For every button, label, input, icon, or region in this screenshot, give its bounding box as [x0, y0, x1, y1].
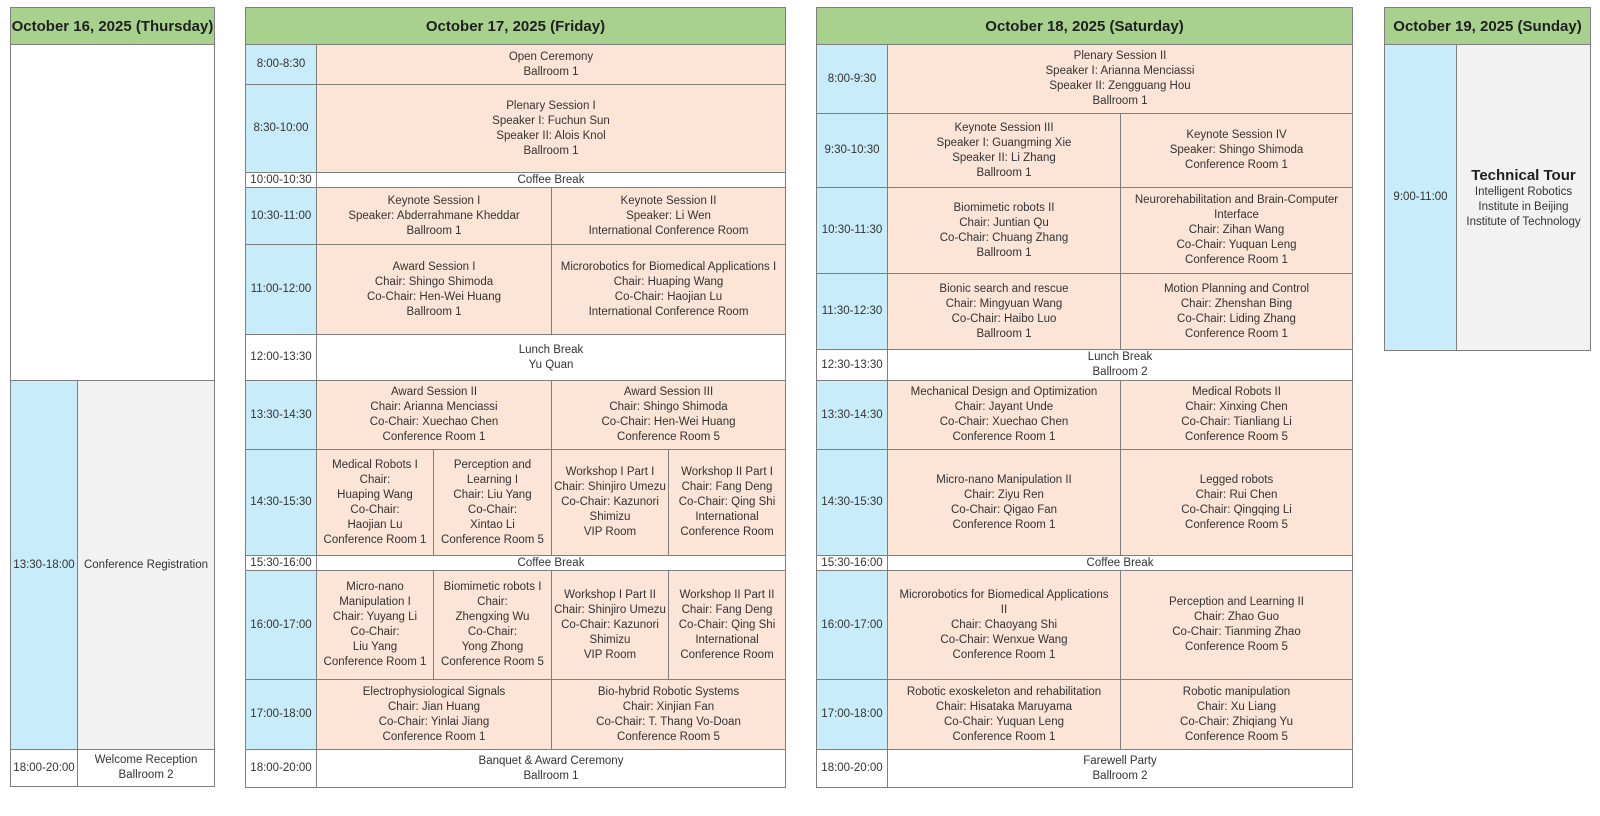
session-line: VIP Room	[583, 648, 637, 661]
session-line: Ballroom 1	[976, 246, 1032, 259]
session-line: Ballroom 1	[1092, 95, 1148, 107]
session-line: Conference Room 5	[441, 656, 544, 668]
session-line: Coffee Break	[517, 556, 585, 569]
session-line: Perception and Learning II	[1169, 596, 1304, 608]
session-line: Chair: Liu Yang	[453, 488, 532, 501]
session-line: Chair: Shingo Shimoda	[609, 401, 728, 413]
session-line: Co-Chair: Hen-Wei Huang	[366, 290, 501, 303]
session-line: Ballroom 2	[1092, 366, 1148, 378]
session-cell	[77, 380, 215, 750]
time-slot: 15:30-16:00	[245, 555, 317, 571]
session-cell	[316, 84, 786, 173]
session-line: Chair: Ziyu Ren	[964, 488, 1044, 501]
day-header: October 19, 2025 (Sunday)	[1384, 7, 1591, 45]
time-slot: 17:00-18:00	[816, 679, 888, 750]
session-line: II	[1000, 603, 1008, 616]
session-line: Conference Room 1	[323, 656, 427, 668]
session-line: Co-Chair: Kazunori	[561, 496, 659, 508]
session-line: Micro-nano Manipulation II	[936, 473, 1072, 486]
session-cell	[887, 187, 1121, 274]
session-line: Co-Chair:	[467, 503, 518, 516]
session-line: Institute in Beijing	[1478, 200, 1569, 213]
session-line: Chair: Xinjian Fan	[622, 700, 715, 713]
session-line: Chair: Xu Liang	[1196, 700, 1277, 713]
time-slot: 16:00-17:00	[816, 570, 888, 680]
session-line: Mechanical Design and Optimization	[910, 386, 1098, 398]
session-line: Shimizu	[589, 633, 631, 646]
session-cell	[887, 449, 1121, 556]
time-slot: 18:00-20:00	[10, 749, 78, 787]
session-line: Co-Chair: Haibo Luo	[951, 312, 1057, 325]
session-line: Chair: Chaoyang Shi	[950, 618, 1058, 631]
session-line: International	[695, 633, 759, 646]
session-line: Chair: Zhenshan Bing	[1180, 297, 1293, 310]
time-slot: 17:00-18:00	[245, 679, 317, 750]
technical-tour-cell	[1456, 44, 1591, 351]
session-cell	[316, 570, 434, 680]
session-line: Ballroom 1	[976, 327, 1032, 340]
session-line: Biomimetic robots II	[953, 201, 1055, 214]
session-line: Conference Room 5	[1185, 518, 1288, 531]
time-slot: 12:00-13:30	[245, 334, 317, 381]
time-slot: 18:00-20:00	[245, 749, 317, 788]
session-line: Open Ceremony	[508, 50, 594, 63]
time-slot: 9:00-11:00	[1384, 44, 1457, 351]
session-line: Institute of Technology	[1466, 215, 1581, 228]
session-line: Keynote Session III	[954, 121, 1054, 134]
session-line: Conference Room 1	[323, 533, 427, 546]
day-column-sunday	[1384, 7, 1591, 357]
session-line: Chair: Juntian Qu	[959, 216, 1049, 229]
session-line: Banquet & Award Ceremony	[478, 754, 624, 767]
session-line: Lunch Break	[518, 343, 584, 356]
session-cell	[551, 187, 786, 245]
session-line: Workshop II Part II	[679, 588, 775, 601]
break-cell	[887, 349, 1353, 381]
session-line: Speaker: Abderrahmane Kheddar	[348, 209, 520, 222]
session-line: Shimizu	[589, 511, 631, 523]
session-line: Coffee Break	[1086, 556, 1154, 569]
session-line: Conference Room	[680, 648, 774, 661]
session-cell	[887, 570, 1121, 680]
session-line: Co-Chair: Yinlai Jiang	[378, 715, 490, 728]
session-cell	[316, 449, 434, 556]
session-line: Co-Chair:	[350, 626, 400, 638]
session-line: Farewell Party	[1083, 754, 1157, 767]
time-slot: 11:30-12:30	[816, 273, 888, 350]
session-line: Yong Zhong	[461, 641, 524, 653]
session-cell	[433, 449, 552, 556]
session-cell	[316, 187, 552, 245]
time-slot: 18:00-20:00	[816, 749, 888, 788]
session-line: Plenary Session II	[1073, 50, 1167, 62]
session-line: Motion Planning and Control	[1163, 282, 1310, 295]
session-line: Microrobotics for Biomedical Applications	[899, 588, 1109, 601]
session-line: Chair: Arianna Menciassi	[370, 401, 498, 413]
session-line: Co-Chair: Zhiqiang Yu	[1180, 715, 1293, 728]
session-line: Conference Room 1	[382, 431, 486, 443]
session-line: Chair: Yuyang Li	[332, 611, 418, 623]
session-line: Chair: Zhao Guo	[1193, 611, 1279, 623]
session-line: Chair:	[359, 473, 391, 486]
session-line: Co-Chair: Yuquan Leng	[944, 715, 1064, 728]
session-cell	[1120, 449, 1353, 556]
session-line: Keynote Session I	[387, 194, 481, 207]
session-line: Speaker: Li Wen	[626, 209, 711, 222]
session-line: Manipulation I	[339, 596, 411, 608]
session-line: Chair: Fang Deng	[681, 603, 773, 616]
session-line: Chair: Rui Chen	[1195, 488, 1278, 501]
session-line: Conference Room 1	[382, 730, 486, 743]
session-line: Conference Room 1	[952, 648, 1056, 661]
session-line: International Conference Room	[588, 305, 749, 318]
session-line: Award Session III	[623, 386, 714, 398]
session-cell	[551, 679, 786, 750]
session-cell	[668, 449, 786, 556]
day-column-saturday	[816, 7, 1353, 804]
session-line: Award Session I	[392, 260, 476, 273]
session-line: Co-Chair: Chuang Zhang	[939, 231, 1069, 244]
time-slot: 11:00-12:00	[245, 244, 317, 335]
session-line: Robotic exoskeleton and rehabilitation	[906, 685, 1102, 698]
session-line: Co-Chair: Liding Zhang	[1177, 312, 1296, 325]
break-cell	[316, 749, 786, 788]
session-line: Conference Room	[680, 526, 774, 538]
session-line: Co-Chair:	[350, 503, 400, 516]
session-line: Conference Room 1	[1185, 159, 1288, 171]
session-line: Intelligent Robotics	[1474, 185, 1573, 198]
session-line: Conference Room 1	[952, 730, 1056, 743]
time-slot: 8:00-8:30	[245, 44, 317, 85]
session-line: Ballroom 1	[976, 166, 1032, 179]
session-cell	[1120, 113, 1353, 188]
session-line: Coffee Break	[517, 173, 585, 186]
session-line: Chair: Fang Deng	[681, 481, 773, 493]
session-line: Chair: Shingo Shimoda	[374, 275, 494, 288]
session-line: Speaker II: Zengguang Hou	[1049, 80, 1191, 92]
session-line: International Conference Room	[588, 224, 749, 237]
session-cell	[887, 113, 1121, 188]
session-line: Co-Chair: Qing Shi	[678, 496, 776, 508]
session-line: Workshop I Part I	[565, 466, 655, 478]
session-line: Microrobotics for Biomedical Applications I	[560, 260, 777, 273]
day-header: October 17, 2025 (Friday)	[245, 7, 786, 45]
session-line: Co-Chair: Qingqing Li	[1181, 503, 1292, 516]
time-slot: 10:30-11:30	[816, 187, 888, 274]
session-line: Ballroom 1	[523, 769, 579, 782]
session-line: Zhengxing Wu	[455, 611, 530, 623]
time-slot: 8:30-10:00	[245, 84, 317, 173]
session-line: Keynote Session IV	[1186, 129, 1287, 141]
session-line: International	[695, 511, 759, 523]
day-column-thursday	[10, 7, 215, 804]
session-cell	[1120, 679, 1353, 750]
session-line: Workshop I Part II	[564, 588, 656, 601]
session-line: Keynote Session II	[620, 194, 717, 207]
session-line: Chair: Xinxing Chen	[1185, 401, 1288, 413]
session-line: Haojian Lu	[347, 518, 403, 531]
time-slot: 14:30-15:30	[816, 449, 888, 556]
session-cell	[668, 570, 786, 680]
session-line: Welcome Reception	[94, 754, 198, 766]
break-cell	[316, 555, 786, 571]
session-cell	[551, 570, 669, 680]
session-cell	[316, 44, 786, 85]
time-slot: 9:30-10:30	[816, 113, 888, 188]
session-line: Co-Chair: Qing Shi	[678, 618, 776, 631]
session-line: Award Session II	[390, 386, 478, 398]
session-line: Ballroom 1	[523, 65, 579, 78]
session-line: Co-Chair: Haojian Lu	[614, 290, 723, 303]
session-cell	[316, 679, 552, 750]
time-slot: 15:30-16:00	[816, 555, 888, 571]
session-line: Conference Room 5	[441, 533, 544, 546]
session-line: Robotic manipulation	[1182, 685, 1291, 698]
session-line: Co-Chair: Yuquan Leng	[1176, 239, 1297, 251]
time-slot: 13:30-14:30	[245, 380, 317, 450]
break-cell	[316, 334, 786, 381]
session-cell	[433, 570, 552, 680]
session-line: Chair: Huaping Wang	[613, 275, 724, 288]
session-line: Co-Chair: Kazunori	[561, 618, 659, 631]
session-line: Conference Room 5	[1185, 431, 1288, 443]
session-line: Chair: Shinjiro Umezu	[554, 481, 666, 493]
session-line: Co-Chair: Wenxue Wang	[940, 633, 1068, 646]
session-line: Liu Yang	[352, 641, 398, 653]
session-cell	[887, 380, 1121, 450]
session-line: Co-Chair: T. Thang Vo-Doan	[596, 715, 741, 728]
session-cell	[887, 44, 1353, 114]
session-line: Medical Robots II	[1192, 386, 1281, 398]
session-line: Conference Room 1	[1185, 254, 1288, 266]
time-slot: 8:00-9:30	[816, 44, 888, 114]
session-cell	[77, 749, 215, 787]
time-slot: 13:30-18:00	[10, 380, 78, 750]
session-line: Ballroom 1	[406, 305, 462, 318]
session-line: Interface	[1214, 209, 1259, 221]
session-cell	[316, 380, 552, 450]
session-line: Conference Room 5	[1185, 641, 1288, 653]
day-column-friday	[245, 7, 786, 804]
session-line: Learning I	[466, 473, 519, 486]
session-line: Conference Registration	[83, 558, 208, 571]
time-slot: 10:00-10:30	[245, 172, 317, 188]
session-line: Co-Chair: Tianming Zhao	[1172, 626, 1301, 638]
session-line: Workshop II Part I	[681, 466, 773, 478]
session-cell	[551, 244, 786, 335]
session-cell	[887, 679, 1121, 750]
session-cell	[551, 380, 786, 450]
session-line: Speaker: Shingo Shimoda	[1169, 144, 1304, 156]
session-line: Conference Room 1	[952, 431, 1056, 443]
session-line: Bio-hybrid Robotic Systems	[597, 685, 740, 698]
session-line: Speaker II: Alois Knol	[496, 129, 606, 142]
session-line: Yu Quan	[528, 358, 574, 371]
time-slot: 12:30-13:30	[816, 349, 888, 381]
session-line: Chair: Hisataka Maruyama	[935, 700, 1073, 713]
day-header: October 16, 2025 (Thursday)	[10, 7, 215, 45]
time-slot: 10:30-11:00	[245, 187, 317, 245]
time-slot: 16:00-17:00	[245, 570, 317, 680]
session-line: Legged robots	[1199, 473, 1274, 486]
session-cell	[316, 244, 552, 335]
time-slot: 13:30-14:30	[816, 380, 888, 450]
break-cell	[887, 555, 1353, 571]
session-line: Chair: Shinjiro Umezu	[554, 603, 666, 616]
session-line: Micro-nano	[346, 581, 404, 593]
session-line: Electrophysiological Signals	[362, 685, 506, 698]
day-header: October 18, 2025 (Saturday)	[816, 7, 1353, 45]
session-line: Biomimetic robots I	[443, 581, 542, 593]
session-line: Chair: Mingyuan Wang	[945, 297, 1063, 310]
session-line: Ballroom 2	[1092, 769, 1148, 782]
session-line: Medical Robots I	[332, 458, 418, 471]
session-cell	[1120, 187, 1353, 274]
break-cell	[316, 172, 786, 188]
session-line: Plenary Session I	[506, 99, 596, 112]
tour-title: Technical Tour	[1471, 166, 1576, 184]
session-line: Conference Room 5	[1185, 730, 1288, 743]
session-line: Conference Room 5	[617, 431, 720, 443]
session-line: Bionic search and rescue	[939, 282, 1069, 295]
session-cell	[1120, 570, 1353, 680]
session-line: Neurorehabilitation and Brain-Computer	[1134, 194, 1339, 206]
session-line: Lunch Break	[1087, 351, 1153, 363]
session-line: Chair: Zihan Wang	[1188, 224, 1285, 236]
session-line: Perception and	[453, 458, 532, 471]
session-line: Co-Chair: Qigao Fan	[950, 503, 1058, 516]
session-cell	[887, 273, 1121, 350]
session-line: Chair: Jian Huang	[387, 700, 481, 713]
session-line: Speaker I: Fuchun Sun	[492, 114, 610, 127]
session-line: Chair:	[477, 596, 508, 608]
session-line: Conference Room 5	[617, 730, 720, 743]
session-line: Co-Chair: Hen-Wei Huang	[601, 416, 736, 428]
session-line: Co-Chair:	[467, 626, 518, 638]
session-line: Huaping Wang	[337, 488, 413, 501]
session-line: Speaker II: Li Zhang	[952, 151, 1056, 164]
session-cell	[551, 449, 669, 556]
session-line: Xintao Li	[470, 518, 515, 531]
session-line: Chair: Jayant Unde	[954, 401, 1054, 413]
session-line: Ballroom 2	[118, 769, 174, 781]
break-cell	[887, 749, 1353, 788]
session-line: Ballroom 1	[406, 224, 462, 237]
session-line: Co-Chair: Xuechao Chen	[369, 416, 499, 428]
session-line: Conference Room 1	[1185, 327, 1288, 340]
session-line: Speaker I: Guangming Xie	[936, 136, 1072, 149]
session-cell	[1120, 380, 1353, 450]
session-line: Speaker I: Arianna Menciassi	[1045, 65, 1195, 77]
session-line: Co-Chair: Tianliang Li	[1181, 416, 1292, 428]
session-line: Ballroom 1	[523, 144, 579, 157]
empty-slot	[10, 44, 215, 381]
session-line: Conference Room 1	[952, 518, 1056, 531]
session-cell	[1120, 273, 1353, 350]
time-slot: 14:30-15:30	[245, 449, 317, 556]
session-line: Co-Chair: Xuechao Chen	[939, 416, 1069, 428]
session-line: VIP Room	[583, 526, 637, 538]
